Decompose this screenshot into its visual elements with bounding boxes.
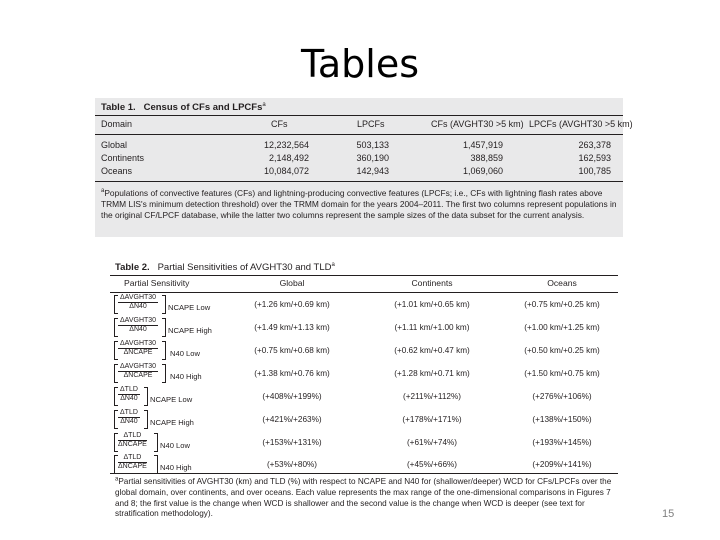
table-1-cell: 100,785 [578,166,611,176]
fraction-numerator: ΔAVGHT30 [120,340,157,347]
condition-label: NCAPE Low [150,395,193,404]
fraction-denominator: ΔNCAPE [118,463,147,470]
table-1-title: Census of CFs and LPCFs [143,102,263,113]
slide-title: Tables [300,42,420,86]
global-value: (+408%/+199%) [262,392,322,401]
global-value: (+153%/+131%) [262,438,322,447]
table-2-footnote-text: Partial sensitivities of AVGHT30 (km) and TLD (%) with respect to NCAPE and N40 for (shallower/deeper) WCD for CFs/LPCFs over the global domain, over continents, and over oceans. Each value represents the max range of the one-dimensional comparisons in Figures 7 and 8; the first value is the change when WCD is shallower and the second value is the change when WCD is deeper (see text for stratification methodology). [115,477,612,519]
condition-label: N40 High [160,463,192,472]
bracket-right [154,455,158,474]
table-row [110,409,618,430]
table-1-cell: 12,232,564 [263,140,309,150]
fraction-denominator: ΔNCAPE [118,441,147,448]
table-1-footnote-text: Populations of convective features (CFs) and lightning-producing convective features (LPCFs; i.e., CFs with lightning flash rates above TRMM LIS's minimum detection threshold) over the TRMM domain for the years 2004–2011. The first two columns represent populations in the original CF/LPCF database, while the latter two columns represent the sample sizes of the data subset for the current analysis. [101,188,617,220]
bracket-right [144,387,148,406]
table-1-header-rule [95,134,623,135]
fraction-numerator: ΔAVGHT30 [120,317,157,324]
table-1-label: Table 1. [101,102,136,113]
oceans-value: (+193%/+145%) [532,438,592,447]
table-1-footnote-sup: a [101,188,105,195]
global-value: (+421%/+263%) [262,415,322,424]
table-2-caption [115,262,335,273]
table-row [110,386,618,407]
bracket-right [162,341,166,360]
table-2-header-global: Global [279,278,305,288]
continents-value: (+45%/+66%) [406,460,458,469]
partial-sensitivity-label [114,294,239,315]
fraction [118,409,140,426]
fraction [118,386,140,403]
table-1-header-lpcfs-avght30: LPCFs (AVGHT30 >5 km) [529,119,633,129]
table-1-cell: Oceans [101,166,133,176]
continents-value: (+211%/+112%) [403,392,461,401]
oceans-value: (+1.50 km/+0.75 km) [524,369,600,378]
fraction-numerator: ΔTLD [118,432,147,441]
table-1-cell: 10,084,072 [263,166,309,176]
table-2-title-sup: a [331,261,335,268]
fraction-denominator: ΔNCAPE [123,349,153,356]
global-value: (+53%/+80%) [266,460,318,469]
oceans-value: (+0.50 km/+0.25 km) [524,346,600,355]
continents-value: (+0.62 km/+0.47 km) [394,346,470,355]
continents-value: (+1.11 km/+1.00 km) [394,323,470,332]
condition-label: N40 Low [170,349,200,358]
table-2-title: Partial Sensitivities of AVGHT30 and TLD [157,262,332,273]
global-value: (+1.26 km/+0.69 km) [254,300,330,309]
fraction [118,432,147,449]
table-1-cell: 162,593 [578,153,611,163]
table-1-cell: 360,190 [356,153,389,163]
global-value: (+1.49 km/+1.13 km) [254,323,330,332]
fraction-denominator: ΔN40 [120,395,138,402]
table-1-cell: 388,859 [470,153,503,163]
fraction-numerator: ΔTLD [120,409,138,416]
table-1-cell: 1,457,919 [462,140,503,150]
fraction [118,317,158,334]
table-2-header-row [110,278,618,290]
table-2-footnote-sup: a [115,476,119,483]
table-2-header-partial-sensitivity: Partial Sensitivity [124,278,190,288]
oceans-value: (+209%/+141%) [532,460,592,469]
condition-label: NCAPE High [168,326,212,335]
table-2-label: Table 2. [115,262,150,273]
continents-value: (+61%/+74%) [406,438,458,447]
page-number: 15 [662,508,675,520]
fraction-denominator: ΔN40 [129,326,147,333]
table-row [95,153,623,165]
table-2-bottom-rule [110,473,618,474]
table-2-header-rule [110,292,618,293]
table-2-header-continents: Continents [411,278,453,288]
table-1-cell: 263,378 [578,140,611,150]
table-1-header-lpcfs: LPCFs [357,119,385,129]
oceans-value: (+138%/+150%) [532,415,592,424]
partial-sensitivity-label [114,454,239,475]
fraction-numerator: ΔAVGHT30 [120,294,157,301]
table-row [110,294,618,315]
table-2-top-rule [110,275,618,276]
condition-label: NCAPE Low [168,303,211,312]
partial-sensitivity-label [114,432,239,453]
table-1-title-sup: a [262,101,266,108]
fraction-denominator: ΔN40 [129,303,147,310]
oceans-value: (+1.00 km/+1.25 km) [524,323,600,332]
table-1-cell: 2,148,492 [268,153,309,163]
condition-label: N40 Low [160,441,190,450]
table-row [110,432,618,453]
fraction [118,454,147,471]
table-2-footnote [115,477,617,520]
continents-value: (+1.28 km/+0.71 km) [394,369,470,378]
table-row [110,454,618,475]
partial-sensitivity-label [114,340,239,361]
fraction-numerator: ΔTLD [120,386,138,393]
fraction [118,340,158,357]
table-1-footnote [101,188,617,221]
partial-sensitivity-label [114,363,239,384]
table-1-cell: 503,133 [356,140,389,150]
table-1-header-row [95,119,633,131]
fraction-denominator: ΔNCAPE [123,372,153,379]
table-1-cell: 1,069,060 [462,166,503,176]
bracket-right [154,433,158,452]
global-value: (+1.38 km/+0.76 km) [254,369,330,378]
fraction [118,294,158,311]
table-1-cell: Global [101,140,128,150]
partial-sensitivity-label [114,386,239,407]
table-1-caption [101,102,266,113]
table-row [110,363,618,384]
partial-sensitivity-label [114,409,239,430]
bracket-right [144,410,148,429]
condition-label: N40 High [170,372,202,381]
table-1-bottom-rule [95,181,623,182]
table-row [110,340,618,361]
bracket-right [162,318,166,337]
fraction-numerator: ΔAVGHT30 [120,363,157,370]
table-1 [95,98,633,237]
fraction-denominator: ΔN40 [120,418,138,425]
table-1-top-rule [95,115,623,116]
table-row [95,166,623,178]
continents-value: (+178%/+171%) [402,415,462,424]
table-1-header-cfs: CFs [271,119,288,129]
global-value: (+0.75 km/+0.68 km) [254,346,330,355]
partial-sensitivity-label [114,317,239,338]
fraction-numerator: ΔTLD [118,454,147,463]
table-1-cell: 142,943 [356,166,389,176]
table-1-header-domain: Domain [101,119,133,129]
continents-value: (+1.01 km/+0.65 km) [394,300,470,309]
table-2-header-oceans: Oceans [547,278,577,288]
bracket-right [162,364,166,383]
oceans-value: (+0.75 km/+0.25 km) [524,300,600,309]
table-1-header-cfs-avght30: CFs (AVGHT30 >5 km) [431,119,524,129]
oceans-value: (+276%/+106%) [532,392,592,401]
table-row [95,140,623,152]
condition-label: NCAPE High [150,418,194,427]
fraction [118,363,158,380]
table-row [110,317,618,338]
table-2 [110,257,618,528]
bracket-right [162,295,166,314]
table-1-cell: Continents [101,153,145,163]
